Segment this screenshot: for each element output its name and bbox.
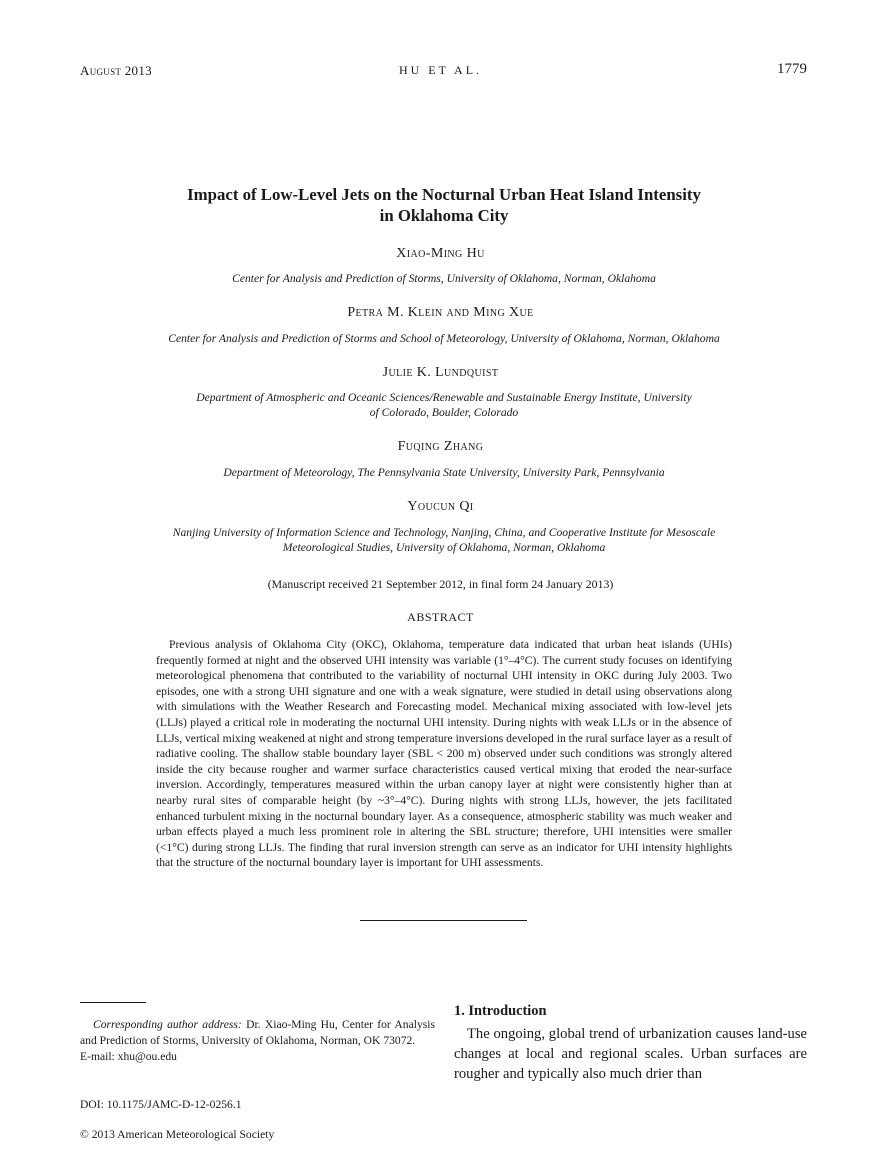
corresponding-label: Corresponding author address: — [93, 1018, 242, 1031]
author-name: Xiao-Ming Hu — [396, 246, 485, 261]
doi: DOI: 10.1175/JAMC-D-12-0256.1 — [80, 1098, 242, 1111]
running-header-authors: HU ET AL. — [398, 63, 483, 77]
author-affiliation — [100, 390, 788, 420]
author-affiliation — [100, 271, 788, 286]
abstract-text: Previous analysis of Oklahoma City (OKC), Oklahoma, temperature data indicated that urban heat islands (UHIs) frequently formed at night and the observed UHI intensity was variable (1°–4°C). The current study focuses on identifying meteorological phenomena that contributed to the variability of nocturnal UHI intensity in OKC during July 2003. Two episodes, one with a strong UHI signature and one with a weak signature, were studied in detail using observations along with simulations with the Weather Research and Forecasting model. Mechanical mixing associated with low-level jets (LLJs) played a critical role in moderating the nocturnal UHI intensity. During nights with weak LLJs or in the absence of LLJs, vertical mixing weakened at night and strong temperature inversions developed in the rural surface layer as a result of radiative cooling. The shallow stable boundary layer (SBL < 200 m) observed under such conditions was strongly altered inside the city because rougher and warmer surface characteristics caused vertical mixing that eroded the near-surface inversion. Accordingly, temperatures measured within the urban canopy layer at night were consistently higher than at nearby rural sites of comparable height (by ~3°–4°C). During nights with strong LLJs, however, the jets facilitated enhanced turbulent mixing in the nocturnal boundary layer. As a consequence, atmospheric stability was much weaker and urban effects played a much less prominent role in altering the SBL structure; therefore, UHI intensities were smaller (<1°C) during strong LLJs. The finding that rural inversion strength can serve as an indicator for UHI intensity highlights that the structure of the nocturnal boundary layer is important for UHI assessments. — [156, 638, 732, 870]
copyright: © 2013 American Meteorological Society — [80, 1128, 275, 1141]
title-line-2: in Oklahoma City — [379, 206, 509, 225]
author-name: Petra M. Klein and Ming Xue — [347, 305, 534, 320]
paper-title — [90, 184, 798, 226]
affiliation-line: Center for Analysis and Prediction of Storms, University of Oklahoma, Norman, Oklahoma — [232, 272, 656, 285]
corresponding-text: Dr. Xiao-Ming Hu, Center for Analysis and Prediction of Storms, University of Oklahoma, Norman, OK 73072. — [80, 1018, 435, 1047]
running-header-date: August 2013 — [80, 63, 152, 78]
footnote-rule — [80, 1002, 146, 1003]
title-line-1: Impact of Low-Level Jets on the Nocturnal Urban Heat Island Intensity — [187, 185, 701, 204]
author-name: Youcun Qi — [407, 499, 474, 514]
introduction-text: The ongoing, global trend of urbanization causes land-use changes at local and regional scales. Urban surfaces are rougher and typically also much drier than — [454, 1026, 807, 1082]
author-affiliation — [100, 465, 788, 480]
section-heading: 1. Introduction — [454, 1003, 547, 1019]
author-affiliation — [80, 331, 808, 346]
email: E-mail: xhu@ou.edu — [80, 1050, 177, 1063]
manuscript-received: (Manuscript received 21 September 2012, in final form 24 January 2013) — [267, 577, 614, 591]
affiliation-line: of Colorado, Boulder, Colorado — [369, 406, 519, 419]
affiliation-line: Nanjing University of Information Science and Technology, Nanjing, China, and Cooperative Institute for Mesoscale — [172, 526, 716, 539]
affiliation-line: Center for Analysis and Prediction of Storms and School of Meteorology, University of Oklahoma, Norman, Oklahoma — [168, 332, 720, 345]
abstract-end-rule — [360, 920, 527, 921]
author-affiliation — [80, 525, 808, 555]
corresponding-author-footnote — [80, 1017, 435, 1065]
affiliation-line: Department of Atmospheric and Oceanic Sciences/Renewable and Sustainable Energy Institute, University — [196, 391, 692, 404]
author-name: Fuqing Zhang — [397, 439, 484, 454]
affiliation-line: Department of Meteorology, The Pennsylvania State University, University Park, Pennsylvania — [223, 466, 665, 479]
abstract-heading: ABSTRACT — [407, 610, 474, 624]
affiliation-line: Meteorological Studies, University of Oklahoma, Norman, Oklahoma — [282, 541, 606, 554]
author-name: Julie K. Lundquist — [382, 365, 499, 380]
page-number: 1779 — [777, 61, 807, 77]
